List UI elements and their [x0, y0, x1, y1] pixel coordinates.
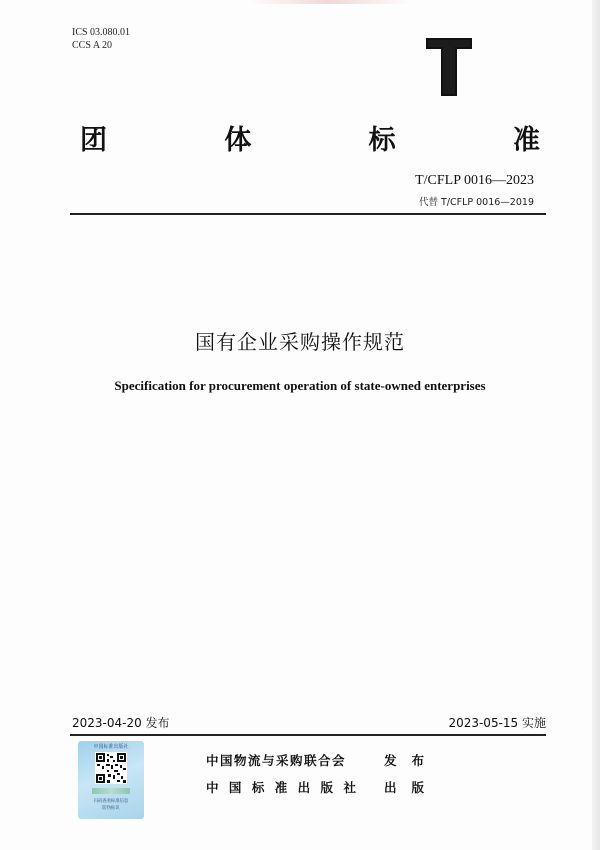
- publisher-role: [384, 751, 424, 769]
- scan-tint: [250, 0, 410, 4]
- org-char: 中: [206, 780, 219, 795]
- org-char: 版: [320, 780, 334, 795]
- qr-code-icon: [95, 752, 127, 784]
- label-header: 中国标准出版社: [93, 744, 129, 750]
- publish-date: 2023-04-20 发布: [72, 716, 170, 730]
- document-title-chinese: 国有企业采购操作规范: [195, 330, 405, 354]
- org-char: 标: [251, 780, 265, 795]
- org-char: 准: [274, 780, 288, 795]
- role-char: 版: [411, 780, 424, 795]
- standard-number: T/CFLP 0016—2023: [415, 173, 534, 188]
- role-char: 布: [411, 753, 424, 768]
- category-letter-logo: [424, 36, 474, 98]
- bottom-divider: [70, 734, 546, 736]
- issuing-organization: 中国物流与采购联合会: [206, 753, 347, 768]
- page-edge-shadow: [592, 0, 600, 850]
- publisher-role: [384, 778, 424, 796]
- org-char: 出: [297, 780, 311, 795]
- document-title-english: Specification for procurement operation of state-owned enterprises: [114, 378, 486, 393]
- publishing-house: [206, 778, 356, 796]
- org-char: 社: [343, 780, 356, 795]
- heading-char: 准: [512, 125, 540, 156]
- ccs-code: CCS A 20: [72, 40, 113, 51]
- anti-counterfeit-label: [78, 741, 144, 819]
- implement-date: 2023-05-15 实施: [448, 716, 546, 730]
- heading-char: 团: [80, 125, 107, 156]
- top-divider: [70, 213, 546, 215]
- role-char: 出: [384, 780, 397, 795]
- classification-codes: [72, 26, 130, 52]
- standard-type-heading: [80, 118, 540, 157]
- role-char: 发: [384, 753, 397, 768]
- ics-code: ICS 03.080.01: [72, 27, 131, 38]
- heading-char: 标: [368, 125, 396, 156]
- label-line-1: 扫码查看标准信息: [93, 799, 129, 804]
- heading-char: 体: [224, 125, 252, 156]
- label-hologram-strip: [92, 788, 130, 794]
- label-line-2: 防伪标识: [102, 806, 120, 811]
- org-char: 国: [228, 780, 242, 795]
- replaces-standard: 代替 T/CFLP 0016—2019: [418, 197, 534, 208]
